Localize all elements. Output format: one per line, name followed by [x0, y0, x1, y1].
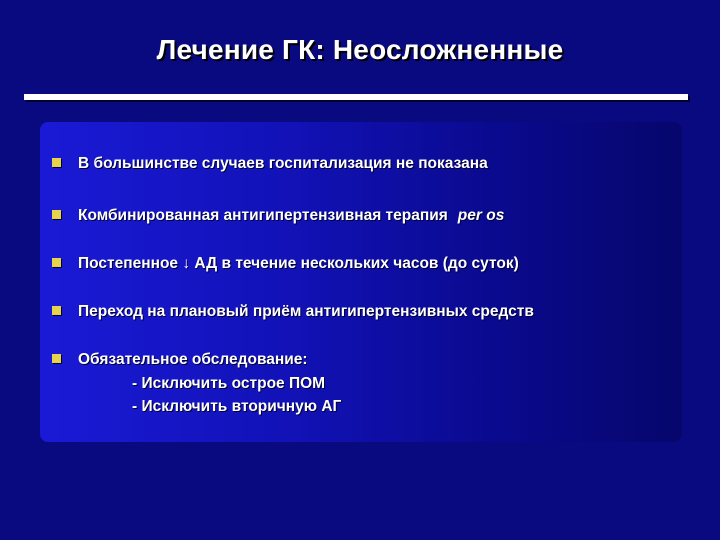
- bullet-text: Комбинированная антигипертензивная терапия: [78, 207, 448, 224]
- square-bullet-icon: [52, 258, 61, 267]
- square-bullet-icon: [52, 354, 61, 363]
- square-bullet-icon: [52, 158, 61, 167]
- slide-title: Лечение ГК: Неосложненные: [156, 34, 564, 65]
- bullet-text-with-emphasis: [78, 205, 504, 226]
- square-bullet-icon: [52, 210, 61, 219]
- bullet-text: В большинстве случаев госпитализация не показана: [78, 155, 488, 172]
- bullet-text: Постепенное ↓ АД в течение нескольких часов (до суток): [78, 255, 519, 272]
- bullet-text: Переход на плановый приём антигипертензивных средств: [78, 303, 534, 320]
- bullet-text: Обязательное обследование:: [78, 351, 308, 368]
- sub-item-2: - Исключить вторичную АГ: [132, 398, 342, 415]
- bullet-emphasis: per os: [457, 207, 505, 224]
- sub-item-1: - Исключить острое ПОМ: [132, 375, 326, 392]
- title-divider: [24, 94, 688, 100]
- bullet-item-5: [40, 349, 682, 419]
- content-panel: [40, 122, 682, 442]
- square-bullet-icon: [52, 306, 61, 315]
